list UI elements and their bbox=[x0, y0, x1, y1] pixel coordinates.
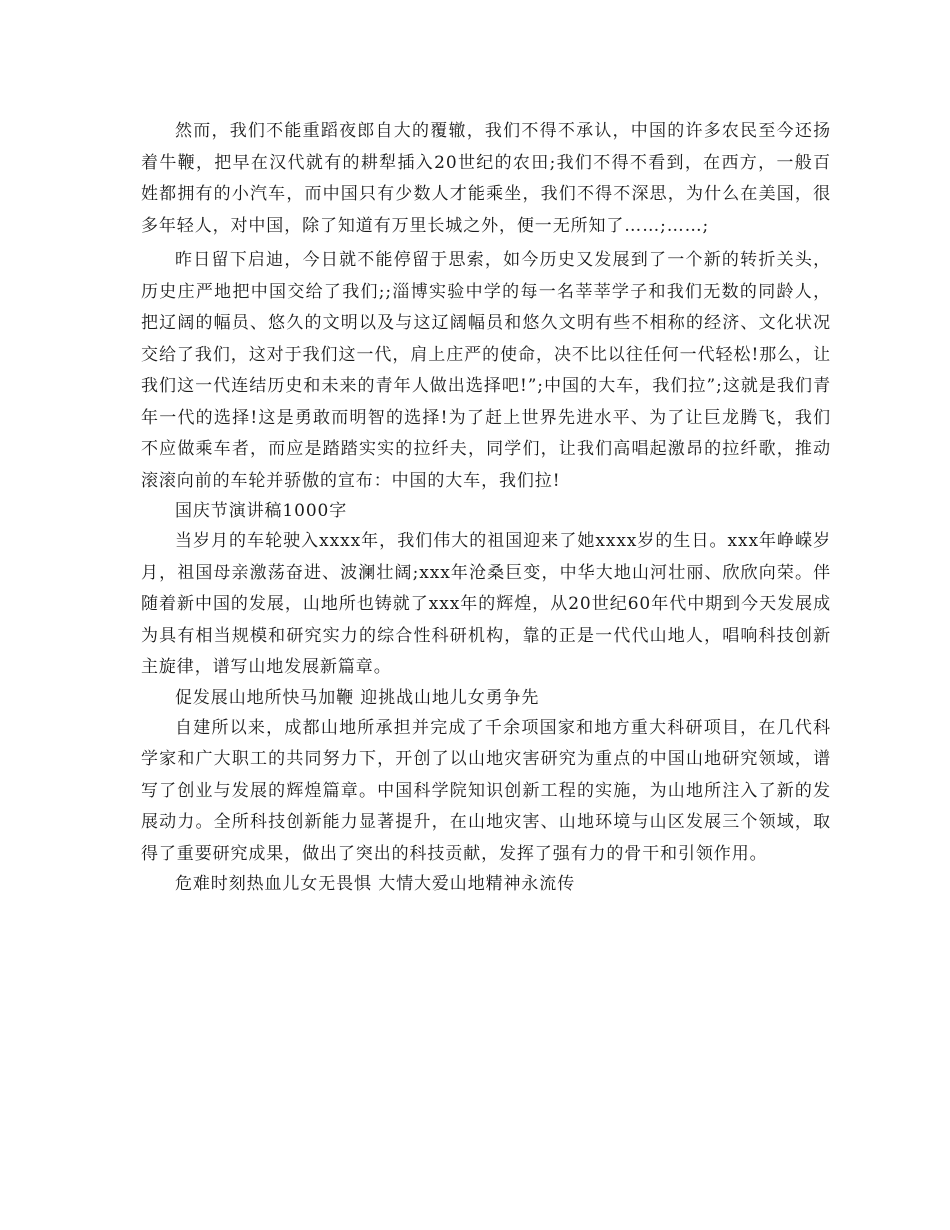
paragraph-2: 昨日留下启迪，今日就不能停留于思索，如今历史又发展到了一个新的转折关头，历史庄严地把中国交给了我们;;淄博实验中学的每一名莘莘学子和我们无数的同龄人，把辽阔的幅员、悠久的文明以及与这辽阔幅员和悠久文明有些不相称的经济、文化状况交给了我们，这对于我们这一代，肩上庄严的使命，决不比以往任何一代轻松!那么，让我们这一代连结历史和未来的青年人做出选择吧!”;中国的大车，我们拉”;这就是我们青年一代的选择!这是勇敢而明智的选择!为了赶上世界先进水平、为了让巨龙腾飞，我们不应做乘车者，而应是踏踏实实的拉纤夫，同学们，让我们高唱起激昂的拉纤歌，推动滚滚向前的车轮并骄傲的宣布：中国的大车，我们拉! bbox=[141, 250, 831, 491]
section-heading-2: 危难时刻热血儿女无畏惧 大情大爱山地精神永流传 bbox=[175, 874, 576, 894]
speech-title: 国庆节演讲稿1000字 bbox=[175, 501, 348, 521]
section-heading-1: 促发展山地所快马加鞭 迎挑战山地儿女勇争先 bbox=[175, 687, 540, 708]
document-body bbox=[141, 116, 831, 899]
paragraph-3: 当岁月的车轮驶入xxxx年，我们伟大的祖国迎来了她xxxx岁的生日。xxx年峥嵘岁月，祖国母亲激荡奋进、波澜壮阔;xxx年沧桑巨变，中华大地山河壮丽、欣欣向荣。伴随着新中国的发展，山地所也铸就了xxx年的辉煌，从20世纪60年代中期到今天发展成为具有相当规模和研究实力的综合性科研机构，靠的正是一代代山地人，唱响科技创新主旋律，谱写山地发展新篇章。 bbox=[141, 531, 831, 677]
paragraph-1: 然而，我们不能重蹈夜郎自大的覆辙，我们不得不承认，中国的许多农民至今还扬着牛鞭，把早在汉代就有的耕犁插入20世纪的农田;我们不得不看到，在西方，一般百姓都拥有的小汽车，而中国只有少数人才能乘坐，我们不得不深思，为什么在美国，很多年轻人，对中国，除了知道有万里长城之外，便一无所知了……;……; bbox=[141, 121, 831, 236]
paragraph-4: 自建所以来，成都山地所承担并完成了千余项国家和地方重大科研项目，在几代科学家和广大职工的共同努力下，开创了以山地灾害研究为重点的中国山地研究领域，谱写了创业与发展的辉煌篇章。中国科学院知识创新工程的实施，为山地所注入了新的发展动力。全所科技创新能力显著提升，在山地灾害、山地环境与山区发展三个领域，取得了重要研究成果，做出了突出的科技贡献，发挥了强有力的骨干和引领作用。 bbox=[141, 717, 831, 864]
